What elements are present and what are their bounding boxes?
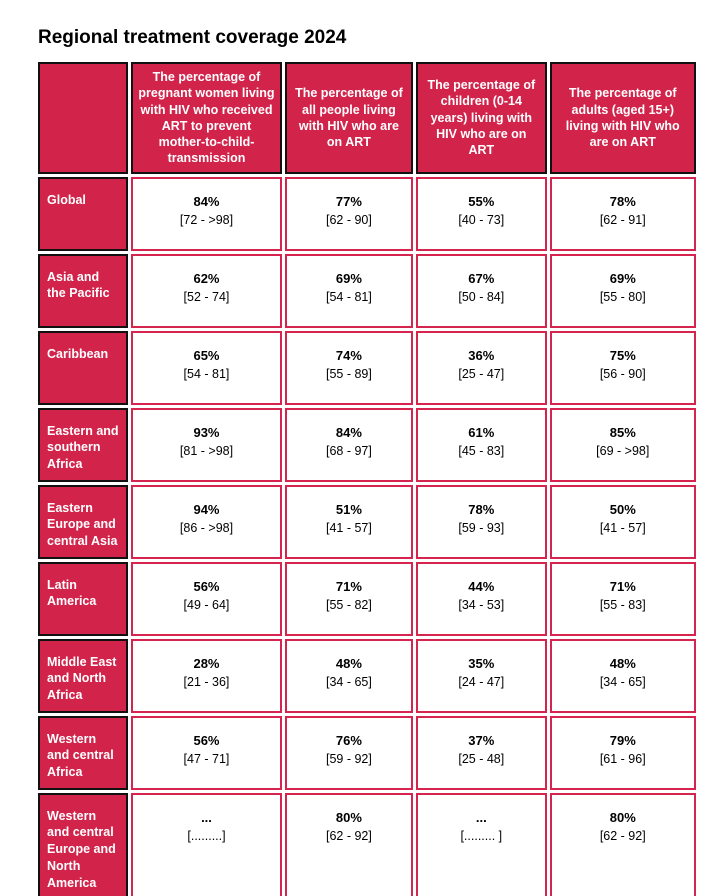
coverage-value: 61% xyxy=(468,424,495,440)
coverage-value: 69% xyxy=(609,270,636,286)
coverage-value: 94% xyxy=(193,501,220,517)
confidence-interval: [55 - 89] xyxy=(325,367,372,382)
table-row xyxy=(38,408,696,482)
column-header-all-people: The percentage of all people living with HIV who are on ART xyxy=(285,62,413,174)
confidence-interval: [41 - 57] xyxy=(599,521,646,536)
confidence-interval: [81 - >98] xyxy=(179,444,234,459)
region-label: Western and central Africa xyxy=(38,716,128,790)
confidence-interval: [34 - 65] xyxy=(599,675,646,690)
confidence-interval: [47 - 71] xyxy=(183,752,230,767)
confidence-interval: [61 - 96] xyxy=(599,752,646,767)
confidence-interval: [59 - 92] xyxy=(325,752,372,767)
confidence-interval: [34 - 53] xyxy=(458,598,505,613)
confidence-interval: [69 - >98] xyxy=(596,444,650,459)
data-cell xyxy=(285,177,413,251)
coverage-value: 67% xyxy=(468,270,495,286)
confidence-interval: [49 - 64] xyxy=(183,598,230,613)
region-label: Western and central Europe and North America xyxy=(38,793,128,896)
coverage-value: 85% xyxy=(609,424,636,440)
confidence-interval: [54 - 81] xyxy=(325,290,372,305)
data-cell xyxy=(416,793,546,896)
table-row xyxy=(38,177,696,251)
data-cell xyxy=(285,331,413,405)
coverage-value: 65% xyxy=(193,347,220,363)
corner-cell xyxy=(38,62,128,174)
confidence-interval: [86 - >98] xyxy=(179,521,234,536)
coverage-value: 78% xyxy=(609,193,636,209)
confidence-interval: [59 - 93] xyxy=(458,521,505,536)
table-row xyxy=(38,562,696,636)
table-row xyxy=(38,331,696,405)
data-cell xyxy=(131,485,281,559)
confidence-interval: [21 - 36] xyxy=(183,675,230,690)
region-label: Global xyxy=(38,177,128,251)
coverage-value: 48% xyxy=(609,655,636,671)
confidence-interval: [25 - 48] xyxy=(458,752,505,767)
page-title: Regional treatment coverage 2024 xyxy=(38,27,347,48)
coverage-value: 48% xyxy=(335,655,362,671)
confidence-interval: [62 - 92] xyxy=(599,829,646,844)
confidence-interval: [34 - 65] xyxy=(325,675,372,690)
coverage-value: 84% xyxy=(335,424,362,440)
data-cell xyxy=(131,331,281,405)
data-cell xyxy=(550,485,697,559)
region-label: Asia and the Pacific xyxy=(38,254,128,328)
confidence-interval: [40 - 73] xyxy=(458,213,505,228)
data-cell xyxy=(131,793,281,896)
data-cell xyxy=(550,408,697,482)
data-cell xyxy=(550,793,697,896)
confidence-interval: [.........] xyxy=(187,829,226,844)
confidence-interval: [56 - 90] xyxy=(599,367,646,382)
data-cell xyxy=(416,177,546,251)
coverage-value: 44% xyxy=(468,578,495,594)
data-cell xyxy=(131,177,281,251)
data-cell xyxy=(285,562,413,636)
header-row xyxy=(38,62,696,174)
data-cell xyxy=(550,562,697,636)
data-cell xyxy=(416,639,546,713)
data-cell xyxy=(131,408,281,482)
data-cell xyxy=(131,254,281,328)
data-cell xyxy=(285,485,413,559)
region-label: Eastern and southern Africa xyxy=(38,408,128,482)
table-row xyxy=(38,716,696,790)
data-cell xyxy=(416,485,546,559)
column-header-pmtct: The percentage of pregnant women living with HIV who received ART to prevent mother-to-child-transmission xyxy=(131,62,281,174)
coverage-value: 93% xyxy=(193,424,220,440)
data-cell xyxy=(131,562,281,636)
table-body xyxy=(38,177,696,896)
data-cell xyxy=(550,716,697,790)
region-label: Latin America xyxy=(38,562,128,636)
confidence-interval: [50 - 84] xyxy=(458,290,505,305)
coverage-value: 84% xyxy=(193,193,220,209)
coverage-value: ... xyxy=(475,809,487,825)
data-cell xyxy=(550,177,697,251)
coverage-value: 50% xyxy=(609,501,636,517)
confidence-interval: [68 - 97] xyxy=(325,444,372,459)
coverage-value: ... xyxy=(201,809,212,825)
table-header xyxy=(38,62,696,174)
table-row xyxy=(38,254,696,328)
confidence-interval: [55 - 83] xyxy=(599,598,646,613)
coverage-value: 71% xyxy=(335,578,362,594)
data-cell xyxy=(550,331,697,405)
column-header-adults: The percentage of adults (aged 15+) living with HIV who are on ART xyxy=(550,62,697,174)
data-cell xyxy=(285,408,413,482)
coverage-value: 56% xyxy=(193,732,220,748)
region-label: Caribbean xyxy=(38,331,128,405)
confidence-interval: [55 - 82] xyxy=(325,598,372,613)
confidence-interval: [54 - 81] xyxy=(183,367,230,382)
data-cell xyxy=(285,639,413,713)
confidence-interval: [55 - 80] xyxy=(599,290,646,305)
confidence-interval: [62 - 90] xyxy=(325,213,372,228)
data-cell xyxy=(416,254,546,328)
data-cell xyxy=(550,639,697,713)
coverage-value: 37% xyxy=(468,732,495,748)
confidence-interval: [72 - >98] xyxy=(179,213,234,228)
coverage-value: 71% xyxy=(609,578,636,594)
data-cell xyxy=(416,562,546,636)
confidence-interval: [41 - 57] xyxy=(325,521,372,536)
table-row xyxy=(38,793,696,896)
table-row xyxy=(38,639,696,713)
coverage-value: 77% xyxy=(335,193,362,209)
regional-coverage-table xyxy=(35,59,699,896)
coverage-value: 74% xyxy=(335,347,362,363)
data-cell xyxy=(285,793,413,896)
coverage-value: 69% xyxy=(335,270,362,286)
data-cell xyxy=(416,408,546,482)
confidence-interval: [62 - 92] xyxy=(325,829,372,844)
data-cell xyxy=(416,331,546,405)
column-header-children: The percentage of children (0-14 years) living with HIV who are on ART xyxy=(416,62,546,174)
table-row xyxy=(38,485,696,559)
coverage-value: 36% xyxy=(468,347,495,363)
data-cell xyxy=(416,716,546,790)
coverage-value: 51% xyxy=(335,501,362,517)
coverage-value: 56% xyxy=(193,578,220,594)
coverage-value: 76% xyxy=(335,732,362,748)
coverage-value: 75% xyxy=(609,347,636,363)
data-cell xyxy=(285,716,413,790)
coverage-value: 79% xyxy=(609,732,636,748)
coverage-value: 78% xyxy=(468,501,495,517)
data-cell xyxy=(285,254,413,328)
confidence-interval: [52 - 74] xyxy=(183,290,230,305)
confidence-interval: [......... ] xyxy=(460,829,503,844)
region-label: Middle East and North Africa xyxy=(38,639,128,713)
confidence-interval: [25 - 47] xyxy=(458,367,505,382)
coverage-value: 80% xyxy=(609,809,636,825)
coverage-value: 80% xyxy=(335,809,362,825)
coverage-value: 35% xyxy=(468,655,495,671)
region-label: Eastern Europe and central Asia xyxy=(38,485,128,559)
coverage-value: 62% xyxy=(193,270,220,286)
confidence-interval: [45 - 83] xyxy=(458,444,505,459)
table-container xyxy=(35,59,710,896)
confidence-interval: [24 - 47] xyxy=(458,675,505,690)
data-cell xyxy=(131,639,281,713)
data-cell xyxy=(550,254,697,328)
coverage-value: 28% xyxy=(193,655,220,671)
coverage-value: 55% xyxy=(468,193,495,209)
confidence-interval: [62 - 91] xyxy=(599,213,646,228)
data-cell xyxy=(131,716,281,790)
